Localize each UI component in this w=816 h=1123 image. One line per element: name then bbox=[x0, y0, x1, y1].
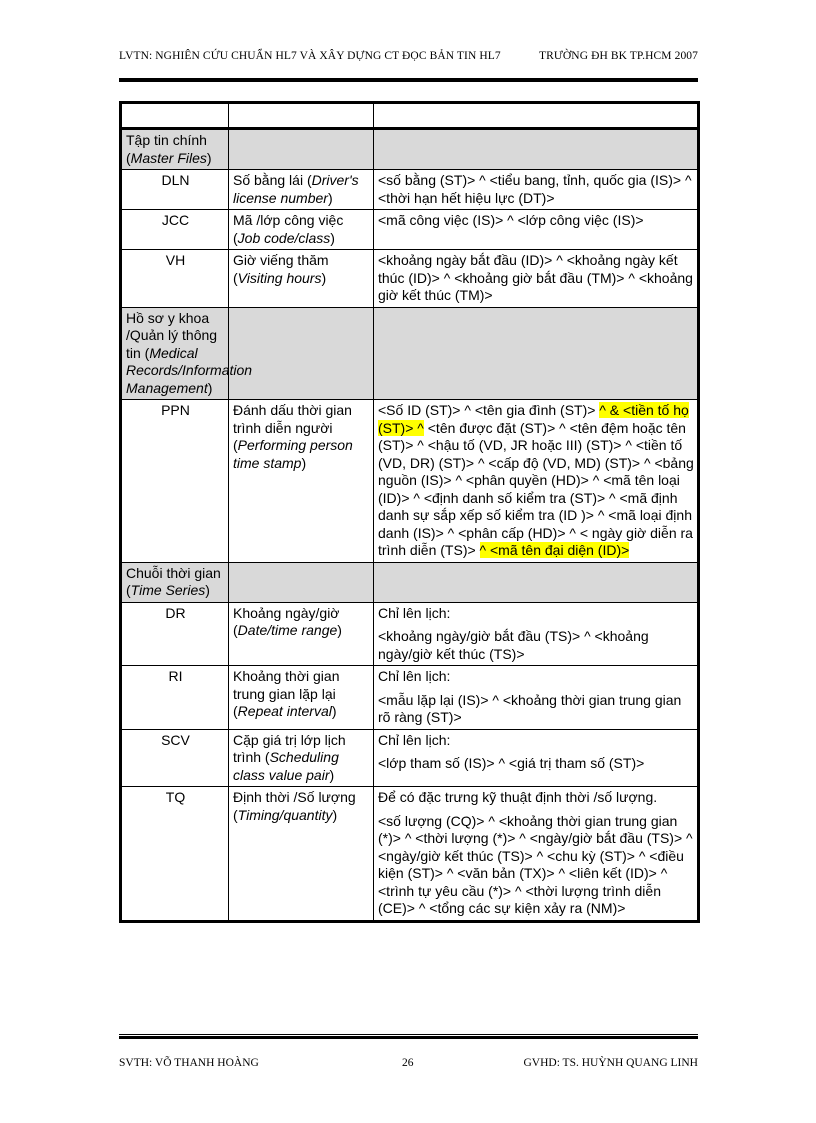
table-row bbox=[121, 250, 699, 308]
footer-rule bbox=[119, 1034, 698, 1039]
type-code: SCV bbox=[121, 729, 229, 787]
header-university: TRƯỜNG ĐH BK TP.HCM 2007 bbox=[538, 50, 698, 62]
type-note: Chỉ lên lịch: bbox=[378, 604, 451, 621]
table-row bbox=[121, 787, 699, 922]
type-note: Chỉ lên lịch: bbox=[378, 668, 451, 684]
section-title: Hồ sơ y khoa /Quản lý thông tin (Medical Records/Information Management) bbox=[121, 307, 229, 400]
type-name: Khoảng ngày/giờ (Date/time range) bbox=[229, 602, 374, 666]
type-name: Mã /lớp công việc (Job code/class) bbox=[229, 210, 374, 250]
type-components: <khoảng ngày bắt đầu (ID)> ^ <khoảng ngày kết thúc (ID)> ^ <khoảng giờ bắt đầu (TM)> ^ <khoảng giờ kết thúc (TM)> bbox=[374, 250, 699, 308]
type-components: Chỉ lên lịch: <lớp tham số (IS)> ^ <giá trị tham số (ST)> bbox=[374, 729, 699, 787]
type-name: Đánh dấu thời gian trình diễn người (Performing person time stamp) bbox=[229, 400, 374, 563]
table-row bbox=[121, 729, 699, 787]
table-row bbox=[121, 170, 699, 210]
type-components: Chỉ lên lịch: <mẫu lặp lại (IS)> ^ <khoảng thời gian trung gian rõ ràng (ST)> bbox=[374, 666, 699, 730]
section-row-time-series bbox=[121, 562, 699, 602]
type-note: Chỉ lên lịch: bbox=[378, 731, 451, 748]
footer-author: SVTH: VÕ THANH HOÀNG bbox=[119, 1057, 259, 1069]
table-row bbox=[121, 400, 699, 563]
type-name: Định thời /Số lượng (Timing/quantity) bbox=[229, 787, 374, 922]
type-code: RI bbox=[121, 666, 229, 730]
type-code: DLN bbox=[121, 170, 229, 210]
type-name: Cặp giá trị lớp lịch trình (Scheduling class value pair) bbox=[229, 729, 374, 787]
type-name: Số bằng lái (Driver's license number) bbox=[229, 170, 374, 210]
highlighted-text: ^ & <tiền tố họ (ST)> ^ bbox=[378, 402, 689, 436]
page-number: 26 bbox=[402, 1057, 414, 1069]
table-row bbox=[121, 666, 699, 730]
footer-advisor: GVHD: TS. HUỲNH QUANG LINH bbox=[523, 1057, 698, 1069]
table-row bbox=[121, 210, 699, 250]
section-row-master-files bbox=[121, 129, 699, 170]
section-title: Tập tin chính (Master Files) bbox=[121, 129, 229, 170]
type-components: Chỉ lên lịch: <khoảng ngày/giờ bắt đầu (TS)> ^ <khoảng ngày/giờ kết thúc (TS)> bbox=[374, 602, 699, 666]
header-thesis-title: LVTN: NGHIÊN CỨU CHUẨN HL7 VÀ XÂY DỰNG CT ĐỌC BẢN TIN HL7 bbox=[119, 50, 501, 62]
type-code: VH bbox=[121, 250, 229, 308]
page-header bbox=[119, 50, 698, 62]
type-note: Để có đặc trưng kỹ thuật định thời /số lượng. bbox=[378, 789, 658, 805]
type-name: Giờ viếng thăm (Visiting hours) bbox=[229, 250, 374, 308]
type-code: JCC bbox=[121, 210, 229, 250]
section-title: Chuỗi thời gian (Time Series) bbox=[121, 562, 229, 602]
type-code: DR bbox=[121, 602, 229, 666]
type-components: <mã công việc (IS)> ^ <lớp công việc (IS)> bbox=[374, 210, 699, 250]
table-header-row bbox=[121, 103, 699, 129]
highlighted-text: ^ <mã tên đại diện (ID)> bbox=[479, 542, 630, 558]
type-components: Để có đặc trưng kỹ thuật định thời /số lượng. <số lượng (CQ)> ^ <khoảng thời gian trung gian (*)> ^ <thời lượng (*)> ^ <ngày/giờ bắt đầu (TS)> ^ <ngày/giờ kết thúc (TS)> ^ <chu kỳ (ST)> ^ <điều kiện (ST)> ^ <văn bản (TX)> ^ <liên kết (ID)> ^ <trình tự yêu cầu (*)> ^ <thời lượng trình diễn (CE)> ^ <tổng các sự kiện xảy ra (NM)> bbox=[374, 787, 699, 922]
type-components: <Số ID (ST)> ^ <tên gia đình (ST)> ^ & <tiền tố họ (ST)> ^ <tên được đặt (ST)> ^ <tên đệm hoặc tên (ST)> ^ <hậu tố (VD, JR hoặc III) (ST)> ^ <tiền tố (VD, DR) (ST)> ^ <cấp độ (VD, MD) (ST)> ^ <bảng nguồn (IS)> ^ <phân quyền (HD)> ^ <mã tên loại (ID)> ^ <định danh số kiểm tra (ST)> ^ <mã định danh sự sắp xếp số kiểm tra (ID )> ^ <mã loại định danh (IS)> ^ <phân cấp (HD)> ^ < ngày giờ diễn ra trình diễn (TS)> ^ <mã tên đại diện (ID)> bbox=[374, 400, 699, 563]
type-code: TQ bbox=[121, 787, 229, 922]
type-components: <số bằng (ST)> ^ <tiểu bang, tỉnh, quốc gia (IS)> ^ <thời hạn hết hiệu lực (DT)> bbox=[374, 170, 699, 210]
table-row bbox=[121, 602, 699, 666]
section-row-medical-records bbox=[121, 307, 699, 400]
header-rule bbox=[119, 78, 698, 82]
type-name: Khoảng thời gian trung gian lặp lại (Repeat interval) bbox=[229, 666, 374, 730]
type-code: PPN bbox=[121, 400, 229, 563]
data-type-table bbox=[119, 101, 700, 923]
